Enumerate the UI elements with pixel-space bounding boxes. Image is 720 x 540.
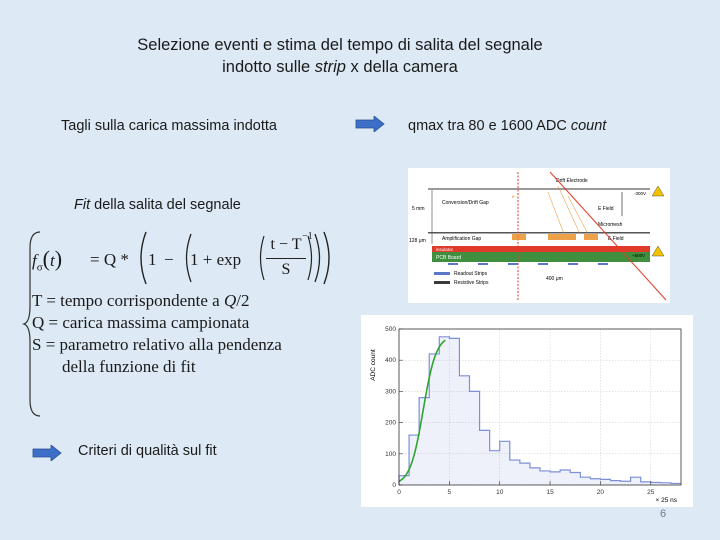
e-field-top-label: E Field xyxy=(598,206,614,212)
pcb-board-label: PCB Board xyxy=(436,255,462,261)
fit-formula xyxy=(22,228,322,288)
histogram-bar xyxy=(510,460,520,485)
x-tick-label: 10 xyxy=(496,489,504,496)
definition-t xyxy=(32,290,282,312)
y-tick-label: 200 xyxy=(385,419,396,427)
formula-minus: − xyxy=(164,250,174,269)
title-line-1: Selezione eventi e stima del tempo di salita del segnale xyxy=(137,36,543,54)
x-axis-label: × 25 ns xyxy=(655,497,677,504)
hv-top-label: -300V xyxy=(634,191,647,196)
histogram-bar xyxy=(449,338,459,485)
left-paren-small xyxy=(256,234,266,282)
formula-one-plus-exp: 1 + exp xyxy=(190,250,242,269)
right-arrow-shape xyxy=(356,116,384,132)
formula-sigma: σ xyxy=(36,261,43,274)
definition-t-text: T = tempo corrispondente a xyxy=(32,291,224,310)
definition-s: S = parametro relativo alla pendenza xyxy=(32,335,282,354)
drift-electrode-label: Drift Electrode xyxy=(556,178,588,184)
y-tick-label: 300 xyxy=(385,388,396,396)
readout-strip xyxy=(448,263,458,265)
y-axis-label: ADC count xyxy=(370,349,377,381)
right-paren-small-path xyxy=(308,236,312,280)
y-tick-label: 0 xyxy=(392,482,396,489)
title-line-2-post: x della camera xyxy=(345,58,458,76)
avalanche-cluster xyxy=(548,234,576,240)
avalanche-cluster xyxy=(584,234,598,240)
dim-5mm-label: 5 mm xyxy=(412,206,425,212)
bullet-quality-criteria: Criteri di qualità sul fit xyxy=(78,443,217,459)
drift-electrode-bar xyxy=(428,188,650,190)
formula-lhs xyxy=(32,246,62,273)
histogram-bar xyxy=(490,451,500,485)
formula-denominator: S xyxy=(281,261,291,278)
readout-strip xyxy=(508,263,518,265)
fit-rest-text: della salita del segnale xyxy=(90,197,241,213)
definition-t-half: /2 xyxy=(236,291,250,310)
left-paren-small-path xyxy=(261,236,265,280)
x-tick-label: 25 xyxy=(647,489,655,496)
histogram-bar xyxy=(590,479,600,485)
charge-range-text: qmax tra 80 e 1600 ADC xyxy=(408,118,571,134)
electron-avalanches xyxy=(512,186,598,240)
histogram-bar xyxy=(470,391,480,485)
histogram-bar xyxy=(520,463,530,485)
warning-triangle-icon xyxy=(652,186,664,196)
amplification-gap-label: Amplification Gap xyxy=(442,236,482,242)
y-tick-label: 400 xyxy=(385,357,396,365)
fit-word-italic: Fit xyxy=(74,197,91,213)
slide-title xyxy=(60,34,620,78)
definition-q: Q = carica massima campionata xyxy=(32,313,250,332)
resistive-strip-legend-swatch xyxy=(434,281,450,284)
micromesh-bar xyxy=(428,232,650,234)
readout-strip xyxy=(538,263,548,265)
hv-bottom-label: +500V xyxy=(632,253,646,258)
formula-exponent: −1 xyxy=(302,231,313,242)
charge-unit-italic: count xyxy=(570,118,607,134)
x-tick-label: 0 xyxy=(397,489,401,496)
definition-s-continued: della funzione di fit xyxy=(62,357,196,376)
readout-strips-label: Readout Strips xyxy=(454,271,488,277)
bullet-signal-fit xyxy=(74,197,241,213)
formula-f: f xyxy=(32,251,37,270)
readout-strips xyxy=(448,263,608,265)
readout-strip xyxy=(598,263,608,265)
formula-one: 1 xyxy=(148,250,157,269)
right-arrow-shape-2 xyxy=(33,445,61,461)
formula-eq-q: = Q * xyxy=(90,250,129,269)
readout-strip xyxy=(478,263,488,265)
histogram-bar xyxy=(480,430,490,485)
conversion-gap-label: Conversion/Drift Gap xyxy=(442,200,489,206)
y-tick-label: 100 xyxy=(385,450,396,458)
histogram-bar xyxy=(560,470,570,485)
histogram-bar xyxy=(459,376,469,485)
left-paren-large-path xyxy=(141,232,146,284)
histogram-bar xyxy=(540,471,550,485)
histogram-bar xyxy=(550,472,560,485)
histogram-bars xyxy=(399,337,681,485)
pcb-board-layer xyxy=(432,252,650,262)
insulator-label: insulator xyxy=(436,247,454,252)
right-paren-large xyxy=(320,230,336,286)
histogram-bar xyxy=(600,479,610,485)
readout-strip xyxy=(568,263,578,265)
histogram-svg xyxy=(361,315,693,507)
warning-triangle-icon xyxy=(652,246,664,256)
histogram-bar xyxy=(580,477,590,485)
micromesh-label: Micromesh xyxy=(598,222,623,228)
formula-t: t xyxy=(50,251,55,270)
detector-diagram xyxy=(408,168,670,303)
y-tick-label: 500 xyxy=(385,326,396,333)
rise-time-histogram xyxy=(361,315,693,507)
title-line-2-italic: strip xyxy=(314,58,346,76)
right-arrow-icon-2 xyxy=(32,445,62,461)
formula-open-paren: ( xyxy=(42,246,50,271)
bullet-charge-cut-result xyxy=(408,118,606,134)
dimension-marks xyxy=(409,190,432,244)
dim-400um-label: 400 μm xyxy=(546,276,563,282)
bullet-charge-cut: Tagli sulla carica massima indotta xyxy=(61,118,277,134)
resistive-strips-label: Resistive Strips xyxy=(454,280,489,286)
histogram-bar xyxy=(439,337,449,485)
histogram-bar xyxy=(570,473,580,485)
readout-strip-legend-swatch xyxy=(434,272,450,275)
formula-numerator: t − T xyxy=(270,236,302,253)
histogram-bar xyxy=(611,481,621,485)
histogram-bar xyxy=(530,468,540,485)
right-arrow-icon xyxy=(355,116,385,132)
avalanche-cluster xyxy=(512,234,526,240)
drift-line xyxy=(568,196,588,234)
histogram-bar xyxy=(500,441,510,485)
formula-close-paren: ) xyxy=(54,246,63,271)
histogram-bar xyxy=(631,477,641,485)
page-number: 6 xyxy=(660,508,667,520)
dim-128um-label: 128 μm xyxy=(409,238,426,244)
formula-fraction-bar xyxy=(266,258,306,259)
drift-line xyxy=(548,192,564,234)
right-paren-large-path xyxy=(324,232,329,284)
electron-label: e- xyxy=(512,194,517,199)
histogram-bar xyxy=(419,398,429,485)
x-tick-label: 20 xyxy=(596,489,605,496)
detector-diagram-svg xyxy=(408,168,670,303)
x-tick-label: 5 xyxy=(447,489,452,496)
title-line-2-pre: indotto sulle xyxy=(222,58,315,76)
title-line-2 xyxy=(60,56,620,78)
definition-t-q: Q xyxy=(223,291,237,310)
parameter-definitions xyxy=(32,290,282,378)
x-tick-label: 15 xyxy=(546,489,554,496)
e-field-bottom-label: E Field xyxy=(608,236,624,242)
right-paren-mid-path xyxy=(315,234,320,282)
